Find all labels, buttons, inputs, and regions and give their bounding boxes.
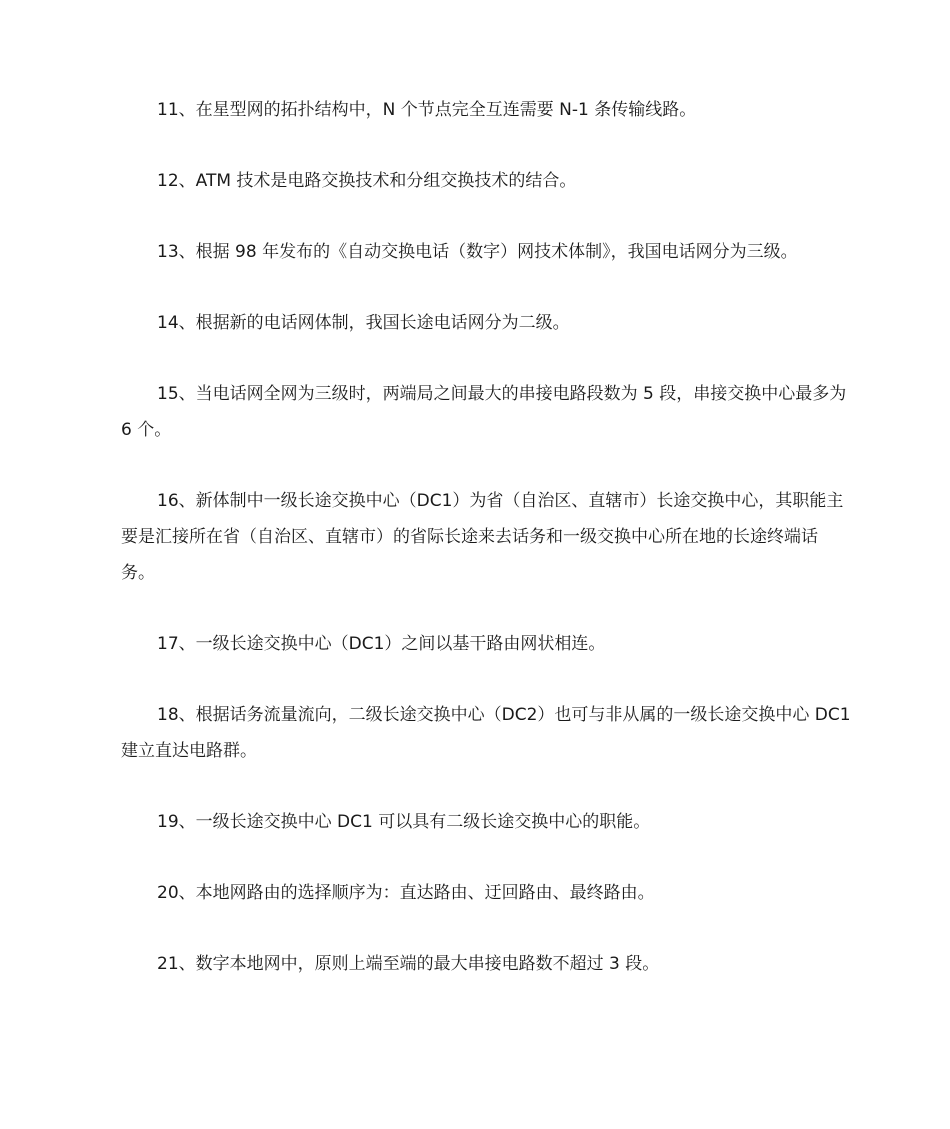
paragraph-21: 21、数字本地网中，原则上端至端的最大串接电路数不超过 3 段。 <box>157 954 660 974</box>
document-body <box>121 92 851 1017</box>
paragraph-11: 11、在星型网的拓扑结构中，N 个节点完全互连需要 N-1 条传输线路。 <box>157 100 697 120</box>
paragraph-16: 16、新体制中一级长途交换中心（DC1）为省（自治区、直辖市）长途交换中心，其职能主要是汇接所在省（自治区、直辖市）的省际长途来去话务和一级交换中心所在地的长途终端话务。 <box>121 491 844 583</box>
paragraph-13: 13、根据 98 年发布的《自动交换电话（数字）网技术体制》，我国电话网分为三级。 <box>157 242 798 262</box>
paragraph-14: 14、根据新的电话网体制，我国长途电话网分为二级。 <box>157 313 570 333</box>
paragraph-17: 17、一级长途交换中心（DC1）之间以基干路由网状相连。 <box>157 634 606 654</box>
paragraph-19: 19、一级长途交换中心 DC1 可以具有二级长途交换中心的职能。 <box>157 812 651 832</box>
paragraph-18: 18、根据话务流量流向，二级长途交换中心（DC2）也可与非从属的一级长途交换中心 DC1 建立直达电路群。 <box>121 705 851 761</box>
paragraph-15: 15、当电话网全网为三级时，两端局之间最大的串接电路段数为 5 段，串接交换中心最多为 6 个。 <box>121 384 847 440</box>
paragraph-12: 12、ATM 技术是电路交换技术和分组交换技术的结合。 <box>157 171 577 191</box>
paragraph-20: 20、本地网路由的选择顺序为：直达路由、迂回路由、最终路由。 <box>157 883 655 903</box>
